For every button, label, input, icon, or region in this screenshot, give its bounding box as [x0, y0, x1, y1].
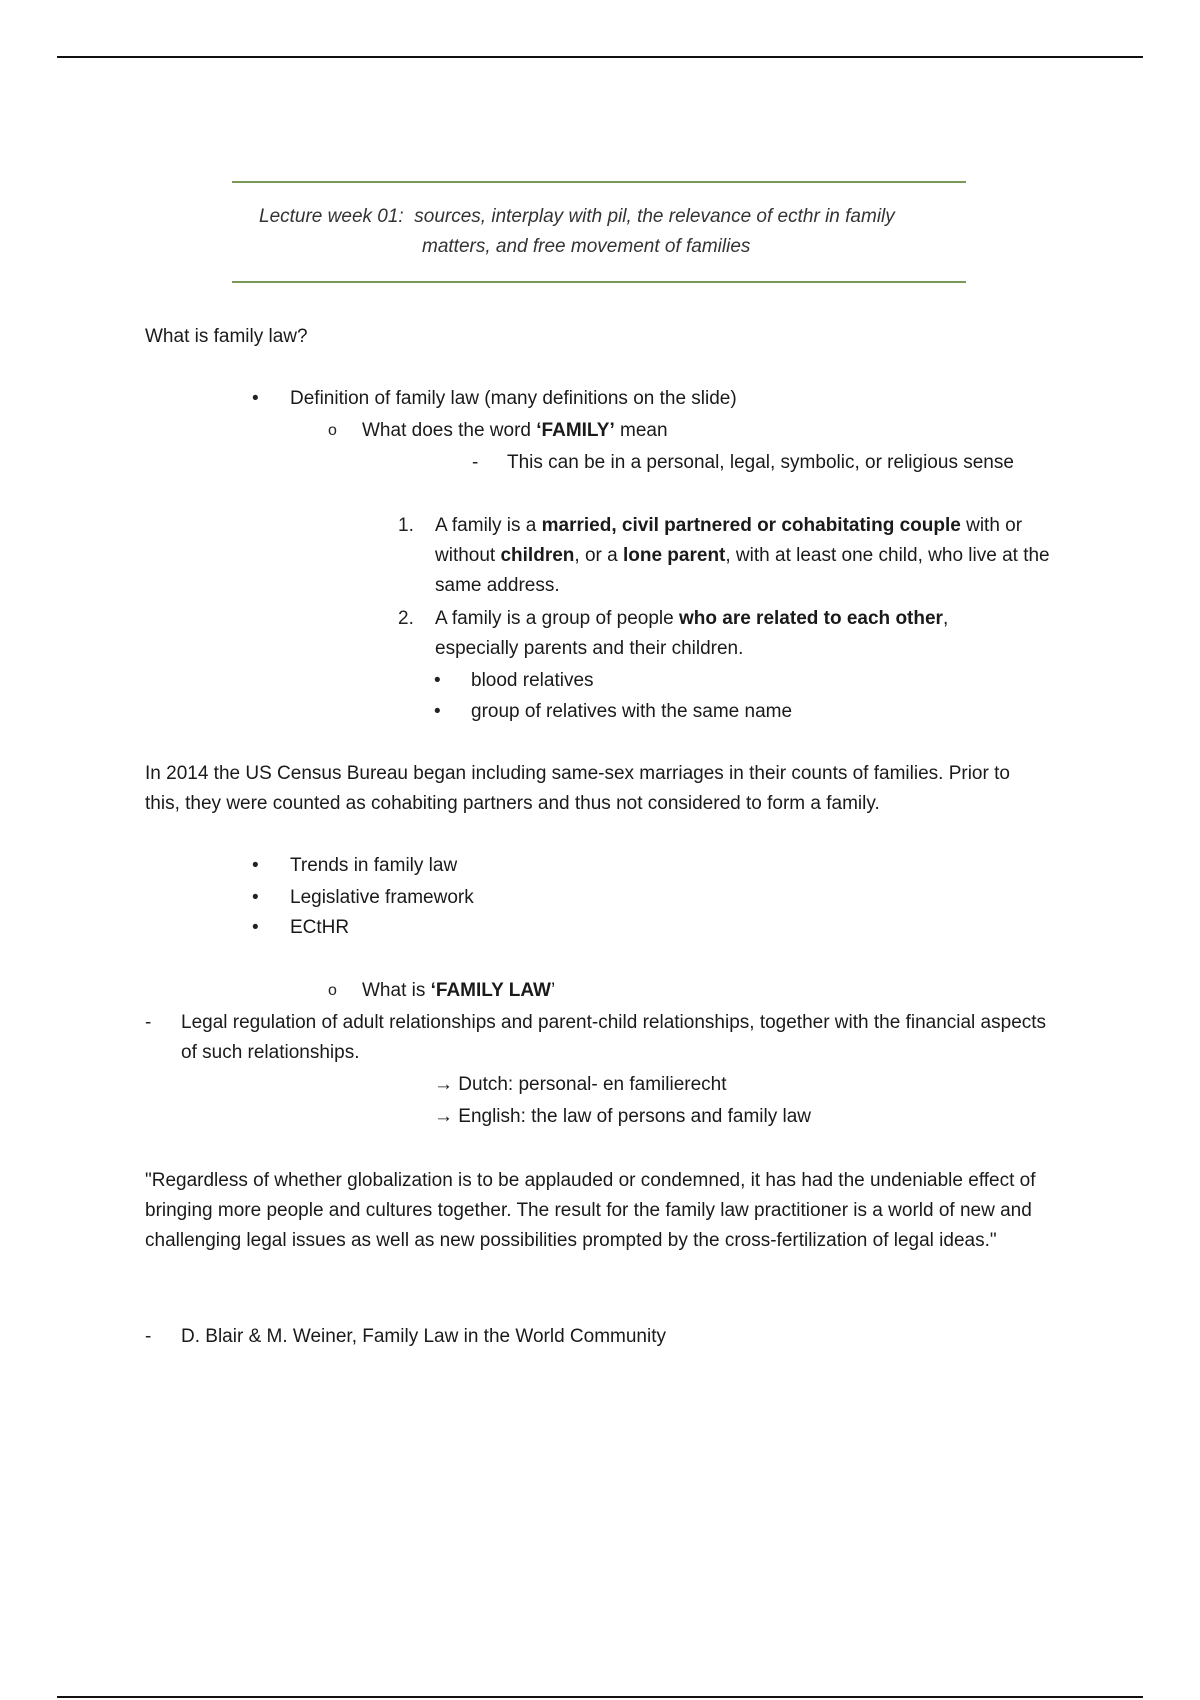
lecture-title	[232, 202, 966, 262]
bullet-marker: •	[434, 670, 441, 691]
dash-marker: -	[145, 1326, 152, 1347]
bullet-marker: •	[252, 917, 259, 938]
bullet-trends: Trends in family law	[290, 855, 458, 876]
definition-item-1: A family is a married, civil partnered or cohabitating couple with or without children, or a lone parent, with at least one child, who live at the same address.	[435, 515, 1050, 596]
translation-english: → English: the law of persons and family law	[434, 1106, 812, 1127]
bullet-ecthr: ECtHR	[290, 917, 350, 938]
quote-paragraph: "Regardless of whether globalization is to be applauded or condemned, it has had the undeniable effect of bringing more people and cultures together. The result for the family law practitioner is a world of new and challenging legal issues as well as new possibilities prompted by the cross-fertilization of legal ideas."	[145, 1170, 1036, 1251]
page-bottom-rule	[57, 1696, 1143, 1698]
bullet-legislative: Legislative framework	[290, 887, 474, 908]
circle-marker: o	[328, 982, 337, 999]
sub-bullet-blood-relatives: blood relatives	[471, 670, 594, 691]
title-prefix: Lecture week 01:	[259, 206, 404, 227]
bullet-marker: •	[252, 887, 259, 908]
bullet-marker: •	[434, 701, 441, 722]
circle-marker: o	[328, 422, 337, 439]
dash-marker: -	[145, 1012, 152, 1033]
list-number-2: 2.	[398, 608, 414, 629]
sub-bullet-same-name: group of relatives with the same name	[471, 701, 793, 722]
family-law-heading: What is ‘FAMILY LAW’	[362, 980, 556, 1001]
list-number-1: 1.	[398, 515, 414, 536]
title-line-1: sources, interplay with pil, the relevance of ecthr in family	[414, 206, 895, 227]
definition-item-2: A family is a group of people who are related to each other, especially parents and their children.	[435, 608, 949, 659]
bullet-marker: •	[252, 388, 259, 409]
dash-marker: -	[472, 452, 479, 473]
title-top-rule	[232, 181, 966, 183]
bullet-marker: •	[252, 855, 259, 876]
title-bottom-rule	[232, 281, 966, 283]
translation-dutch: → Dutch: personal- en familierecht	[434, 1074, 727, 1095]
quote-attribution: D. Blair & M. Weiner, Family Law in the World Community	[181, 1326, 666, 1347]
family-law-definition: Legal regulation of adult relationships and parent-child relationships, together with the financial aspects of such relationships.	[181, 1012, 1047, 1063]
intro-question: What is family law?	[145, 326, 308, 347]
sub-bullet-family-word: What does the word ‘FAMILY’ mean	[362, 420, 668, 441]
census-paragraph: In 2014 the US Census Bureau began including same-sex marriages in their counts of families. Prior to this, they were counted as cohabiting partners and thus not considered to form a family.	[145, 763, 1010, 814]
dash-item-sense: This can be in a personal, legal, symbolic, or religious sense	[507, 452, 1014, 473]
bullet-definition: Definition of family law (many definitions on the slide)	[290, 388, 737, 409]
title-line-2: matters, and free movement of families	[422, 236, 751, 257]
